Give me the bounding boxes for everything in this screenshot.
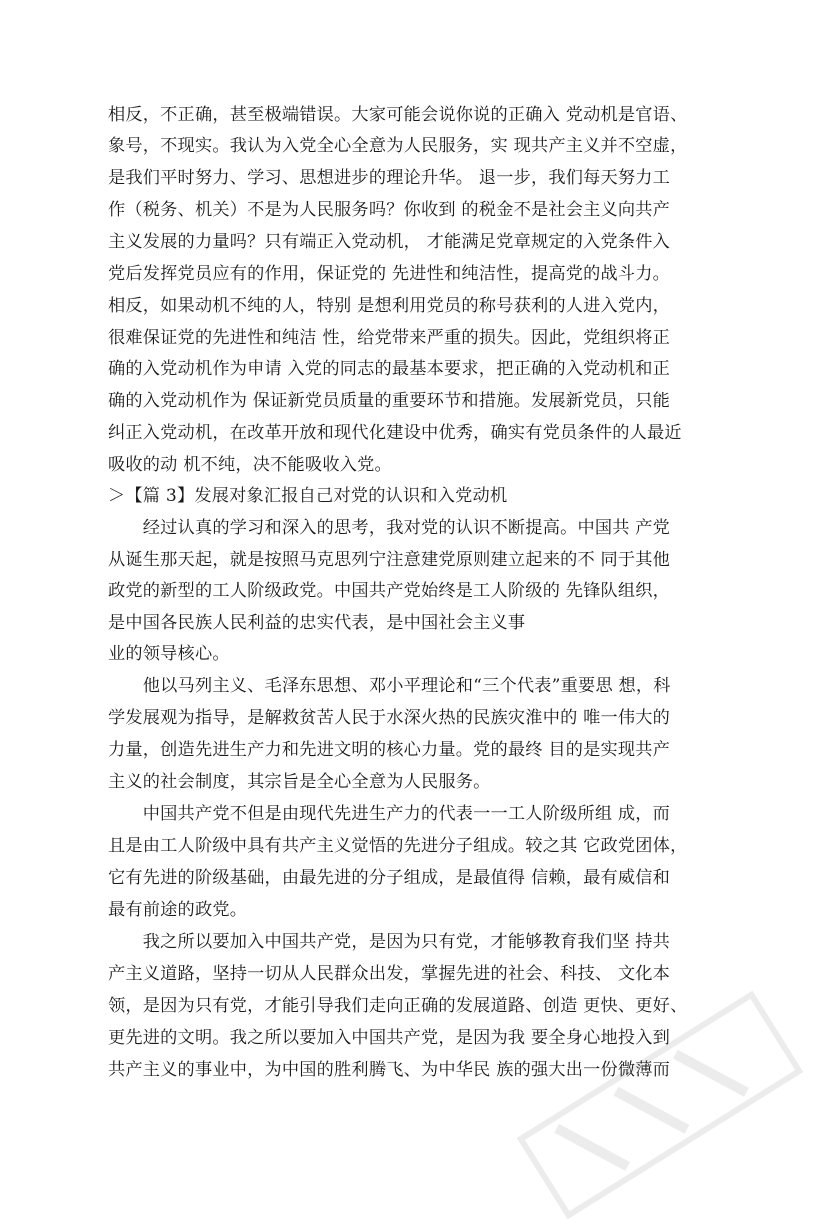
text-line: 相反，如果动机不纯的人，特别 是想利用党员的称号获利的人进入党内， — [108, 296, 671, 316]
text-line: 纠正入党动机，在改革开放和现代化建设中优秀，确实有党员条件的人最近 — [108, 423, 682, 443]
text-line: 是我们平时努力、学习、思想进步的理论升华。 退一步，我们每天努力工 — [108, 168, 671, 188]
text-line: 是中国各民族人民利益的忠实代表，是中国社会主义事 — [108, 613, 526, 633]
text-line: 作（税务、机关）不是为人民服务吗？你收到 的税金不是社会主义向共产 — [108, 200, 671, 220]
text-line: 他以马列主义、毛泽东思想、邓小平理论和“三个代表”重要思 想，科 — [108, 676, 671, 696]
text-line: 中国共产党不但是由现代先进生产力的代表一一工人阶级所组 成，而 — [108, 804, 671, 824]
section-heading: ＞【篇 3】发展对象汇报自己对党的认识和入党动机 — [108, 486, 508, 506]
text-line: 政党的新型的工人阶级政党。中国共产党始终是工人阶级的 先锋队组织， — [108, 581, 671, 601]
text-line: 更先进的文明。我之所以要加入中国共产党，是因为我 要全身心地投入到 — [108, 1028, 671, 1048]
text-line: 从诞生那天起，就是按照马克思列宁注意建党原则建立起来的不 同于其他 — [108, 550, 671, 570]
text-line: 相反，不正确，甚至极端错误。大家可能会说你说的正确入 党动机是官语、 — [108, 105, 688, 125]
text-line: 经过认真的学习和深入的思考，我对党的认识不断提高。中国共 产党 — [108, 518, 671, 538]
text-line: 确的入党动机作为 保证新党员质量的重要环节和措施。发展新党员，只能 — [108, 391, 671, 411]
text-line: 我之所以要加入中国共产党，是因为只有党，才能够教育我们坚 持共 — [108, 932, 671, 952]
text-line: 确的入党动机作为申请 入党的同志的最基本要求，把正确的入党动机和正 — [108, 359, 671, 379]
text-line: 党后发挥党员应有的作用，保证党的 先进性和纯洁性，提高党的战斗力。 — [108, 264, 671, 284]
text-line: 吸收的动 机不纯，决不能吸收入党。 — [108, 455, 392, 475]
text-line: 很难保证党的先进性和纯洁 性，给党带来严重的损失。因此，党组织将正 — [108, 328, 671, 348]
text-line: 且是由工人阶级中具有共产主义觉悟的先进分子组成。较之其 它政党团体， — [108, 836, 688, 856]
text-line: 象号，不现实。我认为入党全心全意为人民服务，实 现共产主义并不空虚， — [108, 136, 688, 156]
text-line: 学发展观为指导，是解救贫苦人民于水深火热的民族灾淮中的 唯一伟大的 — [108, 708, 671, 728]
text-line: 最有前途的政党。 — [108, 900, 248, 920]
text-line: 主义发展的力量吗？只有端正入党动机， 才能满足党章规定的入党条件入 — [108, 232, 671, 252]
text-line: 主义的社会制度，其宗旨是全心全意为人民服务。 — [108, 772, 491, 792]
text-line: 领，是因为只有党，才能引导我们走向正确的发展道路、创造 更快、更好、 — [108, 996, 688, 1016]
text-line: 共产主义的事业中，为中国的胜利腾飞、为中华民 族的强大出一份微薄而 — [108, 1060, 671, 1080]
watermark-graphic — [512, 984, 808, 1226]
text-line: 业的领导核心。 — [108, 644, 230, 664]
text-line: 它有先进的阶级基础，由最先进的分子组成，是最值得 信赖，最有威信和 — [108, 868, 671, 888]
text-line: 产主义道路，坚持一切从人民群众出发，掌握先进的社会、科技、 文化本 — [108, 964, 671, 984]
text-line: 力量，创造先进生产力和先进文明的核心力量。党的最终 目的是实现共产 — [108, 740, 671, 760]
